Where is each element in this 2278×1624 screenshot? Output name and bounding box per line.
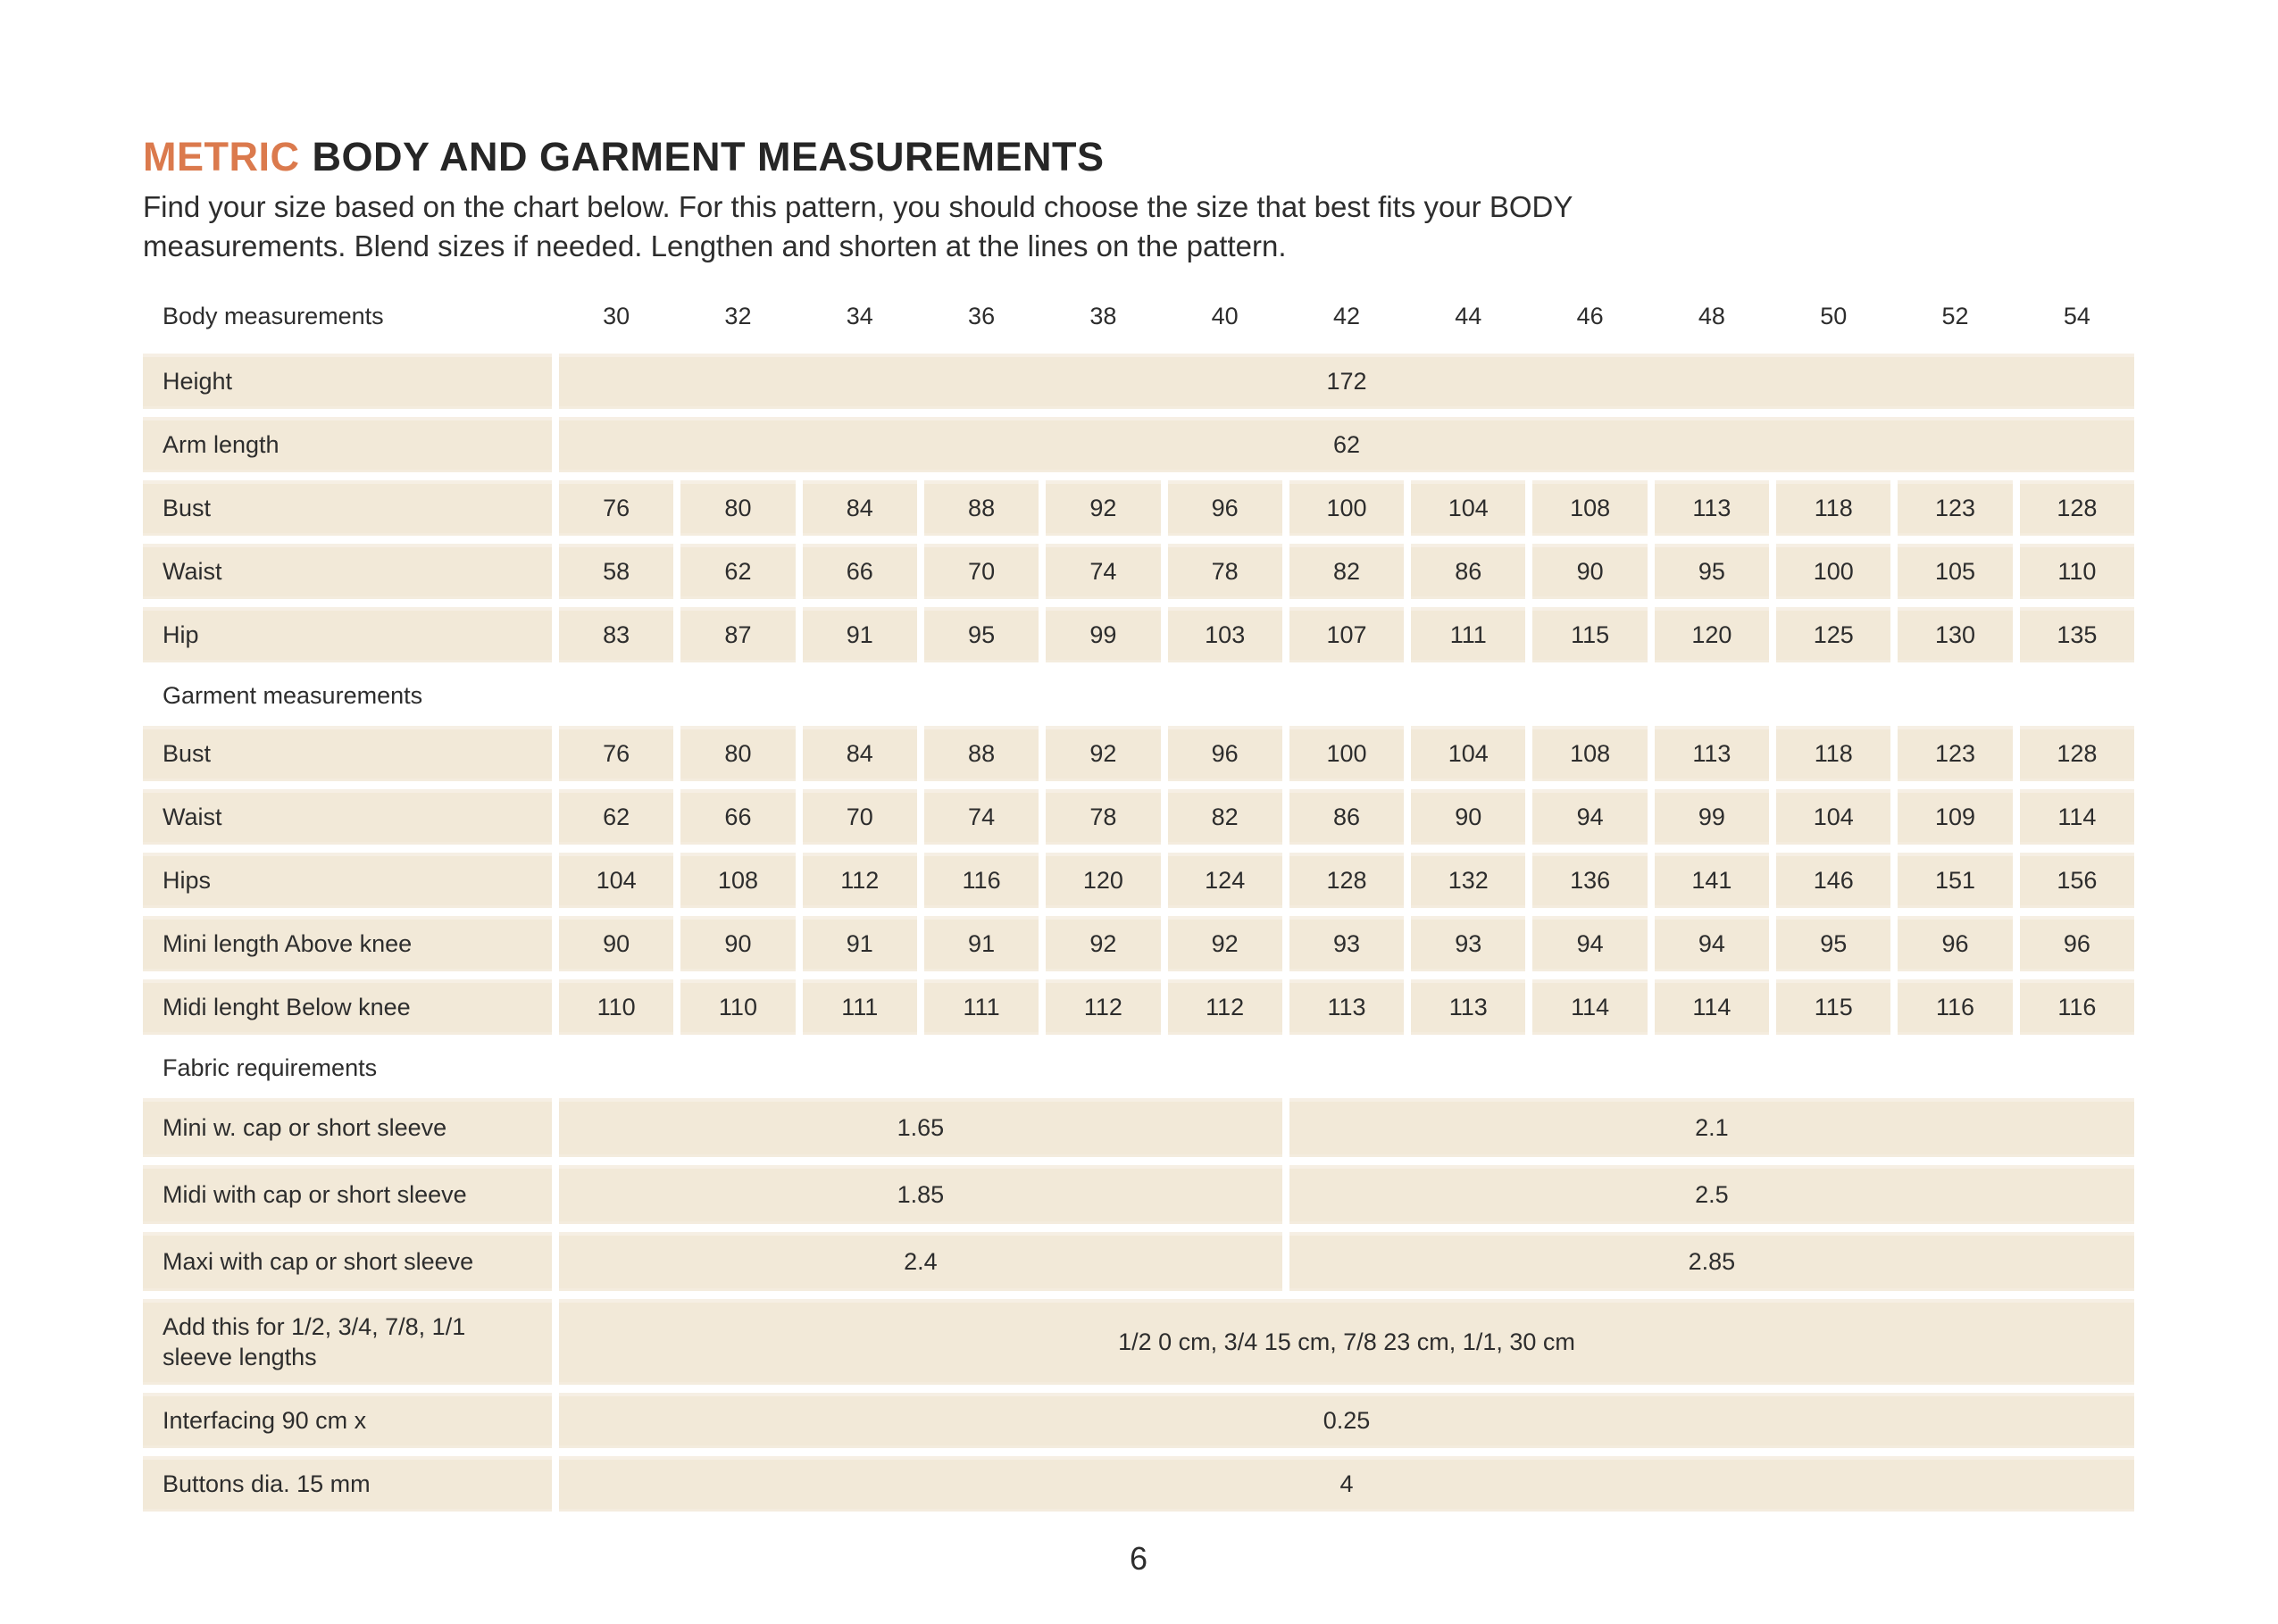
split-value-cell-right: 2.1: [1289, 1098, 2134, 1157]
value-cell: 94: [1532, 789, 1647, 845]
row-label: Body measurements: [163, 303, 384, 329]
value-cell: 70: [803, 789, 917, 845]
size-header-cell: 36: [968, 302, 996, 329]
table-row: [143, 1098, 2134, 1157]
value-cell: 108: [1532, 480, 1647, 536]
row-label: Add this for 1/2, 3/4, 7/8, 1/1 sleeve lengths: [143, 1299, 552, 1385]
value-cell: 78: [1046, 789, 1160, 845]
intro-text-line-2: measurements. Blend sizes if needed. Lengthen and shorten at the lines on the pattern.: [143, 229, 1287, 262]
value-cell: 80: [680, 480, 795, 536]
value-cell: 90: [1411, 789, 1525, 845]
row-label: Mini length Above knee: [143, 916, 552, 971]
row-label: Midi with cap or short sleeve: [143, 1165, 552, 1224]
value-cell: 111: [924, 979, 1039, 1035]
value-cell: 107: [1289, 607, 1404, 662]
value-cell: 130: [1898, 607, 2012, 662]
value-cell: 74: [1046, 544, 1160, 599]
value-cell: 113: [1411, 979, 1525, 1035]
value-cell: 95: [1776, 916, 1890, 971]
section-label: Garment measurements: [163, 682, 423, 709]
value-cell: 128: [2020, 480, 2134, 536]
page-title-rest: BODY AND GARMENT MEASUREMENTS: [312, 134, 1105, 179]
value-cell: 58: [559, 544, 673, 599]
value-cell: 120: [1046, 853, 1160, 908]
table-row: [143, 1299, 2134, 1385]
value-cell: 92: [1046, 916, 1160, 971]
value-cell: 78: [1168, 544, 1282, 599]
value-cell: 156: [2020, 853, 2134, 908]
value-cell: 116: [1898, 979, 2012, 1035]
size-header-cell: 54: [2063, 302, 2090, 329]
merged-value-cell: 4: [559, 1456, 2134, 1512]
value-cell: 66: [803, 544, 917, 599]
value-cell: 94: [1655, 916, 1769, 971]
value-cell: 82: [1289, 544, 1404, 599]
value-cell: 84: [803, 480, 917, 536]
table-row: [143, 1232, 2134, 1291]
table-row: [143, 726, 2134, 781]
page-title-accent: METRIC: [143, 134, 300, 179]
size-header-cell: 52: [1941, 302, 1969, 329]
value-cell: 92: [1046, 480, 1160, 536]
value-cell: 111: [803, 979, 917, 1035]
value-cell: 76: [559, 726, 673, 781]
table-row: [143, 916, 2134, 971]
value-cell: 95: [1655, 544, 1769, 599]
intro-text-line-1: Find your size based on the chart below. For this pattern, you should choose the size that best fits your BODY: [143, 190, 1573, 223]
row-label: Bust: [143, 480, 552, 536]
value-cell: 112: [1168, 979, 1282, 1035]
value-cell: 84: [803, 726, 917, 781]
value-cell: 114: [1532, 979, 1647, 1035]
value-cell: 113: [1655, 726, 1769, 781]
merged-value-cell: 62: [559, 417, 2134, 472]
value-cell: 115: [1776, 979, 1890, 1035]
value-cell: 135: [2020, 607, 2134, 662]
value-cell: 70: [924, 544, 1039, 599]
value-cell: 104: [1776, 789, 1890, 845]
value-cell: 112: [1046, 979, 1160, 1035]
split-value-cell-right: 2.5: [1289, 1165, 2134, 1224]
value-cell: 151: [1898, 853, 2012, 908]
split-value-cell-left: 2.4: [559, 1232, 1282, 1291]
table-row: [143, 480, 2134, 536]
value-cell: 88: [924, 480, 1039, 536]
table-row: [143, 1393, 2134, 1448]
row-label: Midi lenght Below knee: [143, 979, 552, 1035]
value-cell: 62: [559, 789, 673, 845]
value-cell: 109: [1898, 789, 2012, 845]
value-cell: 90: [680, 916, 795, 971]
table-row: [143, 607, 2134, 662]
row-label: Hips: [143, 853, 552, 908]
intro-text: [143, 187, 2134, 266]
size-header-cell: 46: [1576, 302, 1604, 329]
value-cell: 90: [1532, 544, 1647, 599]
value-cell: 82: [1168, 789, 1282, 845]
value-cell: 86: [1411, 544, 1525, 599]
value-cell: 110: [559, 979, 673, 1035]
value-cell: 132: [1411, 853, 1525, 908]
value-cell: 87: [680, 607, 795, 662]
row-label: Arm length: [143, 417, 552, 472]
value-cell: 118: [1776, 726, 1890, 781]
value-cell: 136: [1532, 853, 1647, 908]
value-cell: 80: [680, 726, 795, 781]
value-cell: 94: [1532, 916, 1647, 971]
value-cell: 113: [1289, 979, 1404, 1035]
value-cell: 91: [924, 916, 1039, 971]
value-cell: 100: [1776, 544, 1890, 599]
merged-value-cell: 0.25: [559, 1393, 2134, 1448]
value-cell: 99: [1655, 789, 1769, 845]
page-title: [143, 134, 2134, 180]
size-header-cell: 50: [1820, 302, 1848, 329]
value-cell: 110: [2020, 544, 2134, 599]
merged-value-cell: 1/2 0 cm, 3/4 15 cm, 7/8 23 cm, 1/1, 30 cm: [559, 1299, 2134, 1385]
value-cell: 116: [2020, 979, 2134, 1035]
size-header-cell: 44: [1455, 302, 1482, 329]
value-cell: 116: [924, 853, 1039, 908]
table-row: [143, 853, 2134, 908]
value-cell: 62: [680, 544, 795, 599]
value-cell: 120: [1655, 607, 1769, 662]
value-cell: 91: [803, 916, 917, 971]
section-row: [143, 670, 2134, 720]
value-cell: 74: [924, 789, 1039, 845]
value-cell: 124: [1168, 853, 1282, 908]
page-number: 6: [1129, 1540, 1148, 1577]
value-cell: 128: [1289, 853, 1404, 908]
row-label: Hip: [143, 607, 552, 662]
table-row: [143, 296, 2134, 336]
split-value-cell-right: 2.85: [1289, 1232, 2134, 1291]
value-cell: 104: [559, 853, 673, 908]
size-header-cell: 48: [1698, 302, 1725, 329]
value-cell: 92: [1168, 916, 1282, 971]
table-row: [143, 979, 2134, 1035]
value-cell: 125: [1776, 607, 1890, 662]
table-row: [143, 417, 2134, 472]
value-cell: 118: [1776, 480, 1890, 536]
value-cell: 90: [559, 916, 673, 971]
value-cell: 108: [1532, 726, 1647, 781]
value-cell: 123: [1898, 726, 2012, 781]
size-header-cell: 42: [1332, 302, 1361, 329]
measurement-table: [143, 296, 2134, 1512]
table-row: [143, 1456, 2134, 1512]
value-cell: 96: [1168, 726, 1282, 781]
value-cell: 146: [1776, 853, 1890, 908]
value-cell: 93: [1411, 916, 1525, 971]
value-cell: 141: [1655, 853, 1769, 908]
row-label: Waist: [143, 789, 552, 845]
size-header-cell: 32: [724, 302, 752, 329]
row-label: Maxi with cap or short sleeve: [143, 1232, 552, 1291]
row-label: Waist: [143, 544, 552, 599]
section-label: Fabric requirements: [163, 1054, 378, 1081]
table-row: [143, 544, 2134, 599]
value-cell: 88: [924, 726, 1039, 781]
value-cell: 83: [559, 607, 673, 662]
value-cell: 76: [559, 480, 673, 536]
size-header-cell: 38: [1089, 302, 1117, 329]
value-cell: 114: [2020, 789, 2134, 845]
value-cell: 91: [803, 607, 917, 662]
value-cell: 103: [1168, 607, 1282, 662]
split-value-cell-left: 1.85: [559, 1165, 1282, 1224]
value-cell: 100: [1289, 726, 1404, 781]
table-row: [143, 1165, 2134, 1224]
value-cell: 99: [1046, 607, 1160, 662]
value-cell: 105: [1898, 544, 2012, 599]
split-value-cell-left: 1.65: [559, 1098, 1282, 1157]
row-label: Interfacing 90 cm x: [143, 1393, 552, 1448]
value-cell: 128: [2020, 726, 2134, 781]
value-cell: 111: [1411, 607, 1525, 662]
value-cell: 96: [2020, 916, 2134, 971]
value-cell: 96: [1898, 916, 2012, 971]
value-cell: 123: [1898, 480, 2012, 536]
table-row: [143, 789, 2134, 845]
value-cell: 108: [680, 853, 795, 908]
value-cell: 95: [924, 607, 1039, 662]
size-header-cell: 30: [603, 302, 630, 329]
size-header-cell: 40: [1211, 302, 1239, 329]
row-label: Mini w. cap or short sleeve: [143, 1098, 552, 1157]
section-row: [143, 1043, 2134, 1093]
value-cell: 66: [680, 789, 795, 845]
row-label: Height: [143, 354, 552, 409]
value-cell: 112: [803, 853, 917, 908]
value-cell: 104: [1411, 480, 1525, 536]
value-cell: 113: [1655, 480, 1769, 536]
row-label: Bust: [143, 726, 552, 781]
value-cell: 100: [1289, 480, 1404, 536]
value-cell: 92: [1046, 726, 1160, 781]
value-cell: 115: [1532, 607, 1647, 662]
merged-value-cell: 172: [559, 354, 2134, 409]
value-cell: 104: [1411, 726, 1525, 781]
row-label: Buttons dia. 15 mm: [143, 1456, 552, 1512]
value-cell: 110: [680, 979, 795, 1035]
value-cell: 96: [1168, 480, 1282, 536]
value-cell: 93: [1289, 916, 1404, 971]
size-header-cell: 34: [846, 302, 873, 329]
table-row: [143, 354, 2134, 409]
value-cell: 114: [1655, 979, 1769, 1035]
value-cell: 86: [1289, 789, 1404, 845]
